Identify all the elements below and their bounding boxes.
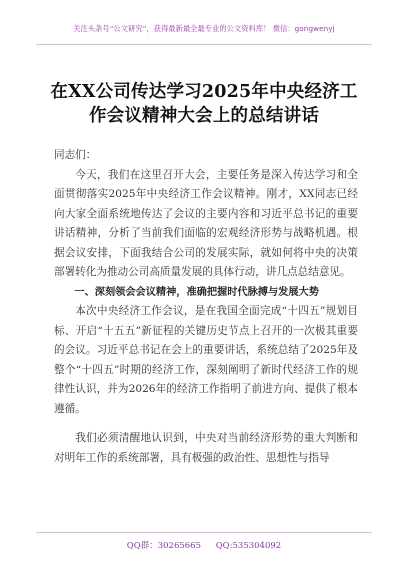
footer-contact bbox=[0, 539, 408, 551]
footer-qq-group: QQ群：30265665 bbox=[126, 541, 201, 551]
salutation: 同志们： bbox=[54, 149, 97, 161]
title-line-2: 作会议精神大会上的总结讲话 bbox=[88, 106, 320, 126]
header-promo-note: 关注头条号“公文研究”，获得最新最全最专业的公文资料库！ 微信：gongwenyj bbox=[73, 24, 335, 33]
document-body bbox=[54, 146, 358, 468]
section-heading-1: 一、深刻领会会议精神，准确把握时代脉搏与发展大势 bbox=[74, 286, 319, 298]
header-divider bbox=[36, 44, 372, 45]
title-line-1: 在XX公司传达学习2025年中央经济工 bbox=[50, 82, 358, 102]
footer-qq: QQ:535304092 bbox=[215, 541, 282, 551]
paragraph-intro: 今天，我们在这里召开大会，主要任务是深入传达学习和全面贯彻落实2025年中央经济工作会议精神。刚才，XX同志已经向大家全面系统地传达了会议的主要内容和习近平总书记的重要讲话精神，分析了当前我们面临的宏观经济形势与战略机遇。根据会议安排，下面我结合公司的发展实际，就如何将中央的决策部署转化为推动公司高质量发展的具体行动，讲几点总结意见。 bbox=[54, 168, 358, 278]
paragraph-section1-a: 本次中央经济工作会议，是在我国全面完成“十四五”规划目标、开启“十五五”新征程的关键历史节点上召开的一次极其重要的会议。习近平总书记在会上的重要讲话，系统总结了2025年及整个“十四五”时期的经济工作，深刻阐明了新时代经济工作的规律性认识，并为2026年的经济工作指明了前进方向、提供了根本遵循。 bbox=[54, 305, 358, 415]
footer-divider bbox=[36, 532, 372, 533]
paragraph-section1-b: 我们必须清醒地认识到，中央对当前经济形势的重大判断和对明年工作的系统部署，具有极强的政治性、思想性与指导 bbox=[54, 432, 358, 464]
document-title bbox=[30, 80, 378, 128]
